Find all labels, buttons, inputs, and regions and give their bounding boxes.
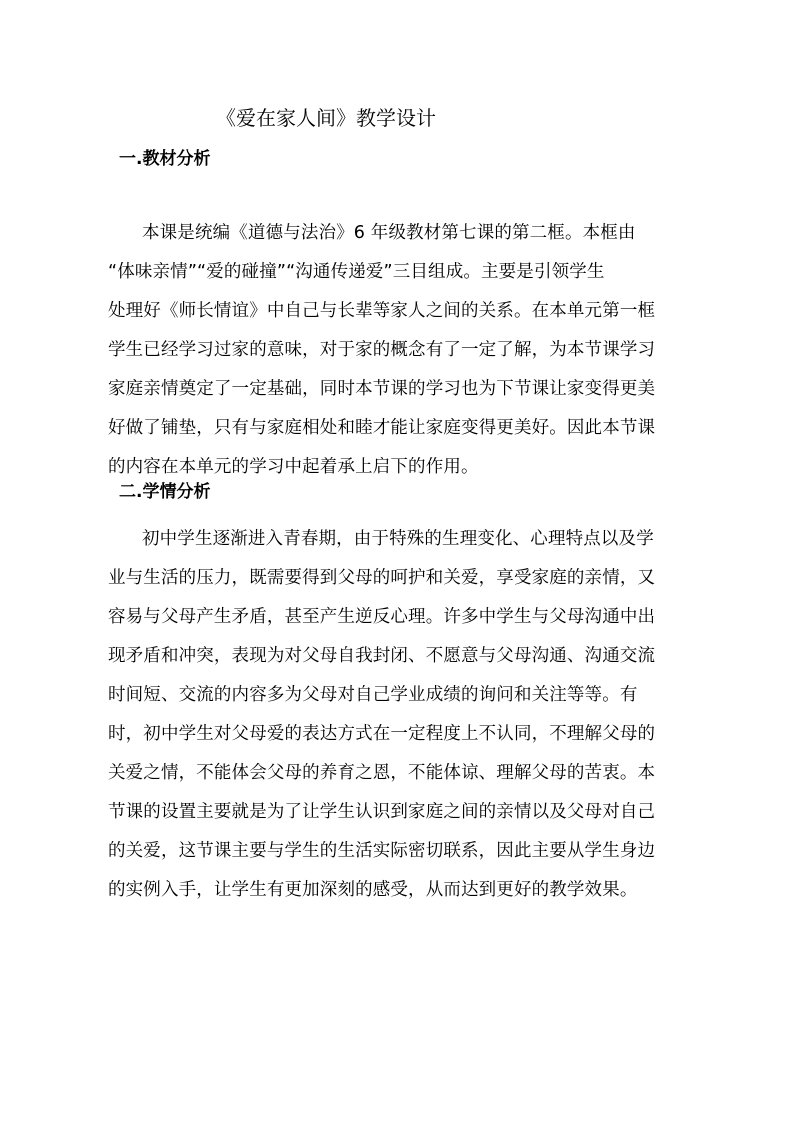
paragraph-line: 业与生活的压力，既需要得到父母的呵护和关爱，享受家庭的亲情，又 — [108, 568, 656, 588]
paragraph-textbook-analysis — [108, 214, 688, 487]
paragraph-learner-analysis — [108, 520, 688, 910]
paragraph-line: 学生已经学习过家的意味，对于家的概念有了一定了解，为本节课学习 — [108, 340, 656, 360]
document-title: 《爱在家人间》教学设计 — [216, 106, 436, 130]
paragraph-line: 节课的设置主要就是为了让学生认识到家庭之间的亲情以及父母对自己 — [108, 802, 656, 822]
paragraph-line: 处理好《师长情谊》中自己与长辈等家人之间的关系。在本单元第一框 — [108, 301, 656, 321]
paragraph-line: 的实例入手，让学生有更加深刻的感受，从而达到更好的教学效果。 — [108, 880, 638, 900]
paragraph-line: 本课是统编《道德与法治》6 年级教材第七课的第二框。本框由 — [142, 223, 636, 243]
section-heading-textbook-analysis: 一.教材分析 — [119, 149, 211, 169]
paragraph-line: 容易与父母产生矛盾，甚至产生逆反心理。许多中学生与父母沟通中出 — [108, 607, 656, 627]
section-heading-learner-analysis: 二.学情分析 — [119, 482, 211, 502]
paragraph-line: 的关爱，这节课主要与学生的生活实际密切联系，因此主要从学生身边 — [108, 841, 656, 861]
paragraph-line: 时，初中学生对父母爱的表达方式在一定程度上不认同，不理解父母的 — [108, 724, 656, 744]
paragraph-line: 关爱之情，不能体会父母的养育之恩，不能体谅、理解父母的苦衷。本 — [108, 763, 656, 783]
paragraph-line: 时间短、交流的内容多为父母对自己学业成绩的询问和关注等等。有 — [108, 685, 638, 705]
paragraph-line: “体味亲情”“爱的碰撞”“沟通传递爱”三目组成。主要是引领学生 — [108, 262, 605, 282]
paragraph-line: 初中学生逐渐进入青春期，由于特殊的生理变化、心理特点以及学 — [142, 529, 654, 549]
paragraph-line: 的内容在本单元的学习中起着承上启下的作用。 — [108, 457, 479, 477]
paragraph-line: 好做了铺垫，只有与家庭相处和睦才能让家庭变得更美好。因此本节课 — [108, 418, 656, 438]
paragraph-line: 家庭亲情奠定了一定基础，同时本节课的学习也为下节课让家变得更美 — [108, 379, 656, 399]
paragraph-line: 现矛盾和冲突，表现为对父母自我封闭、不愿意与父母沟通、沟通交流 — [108, 646, 656, 666]
